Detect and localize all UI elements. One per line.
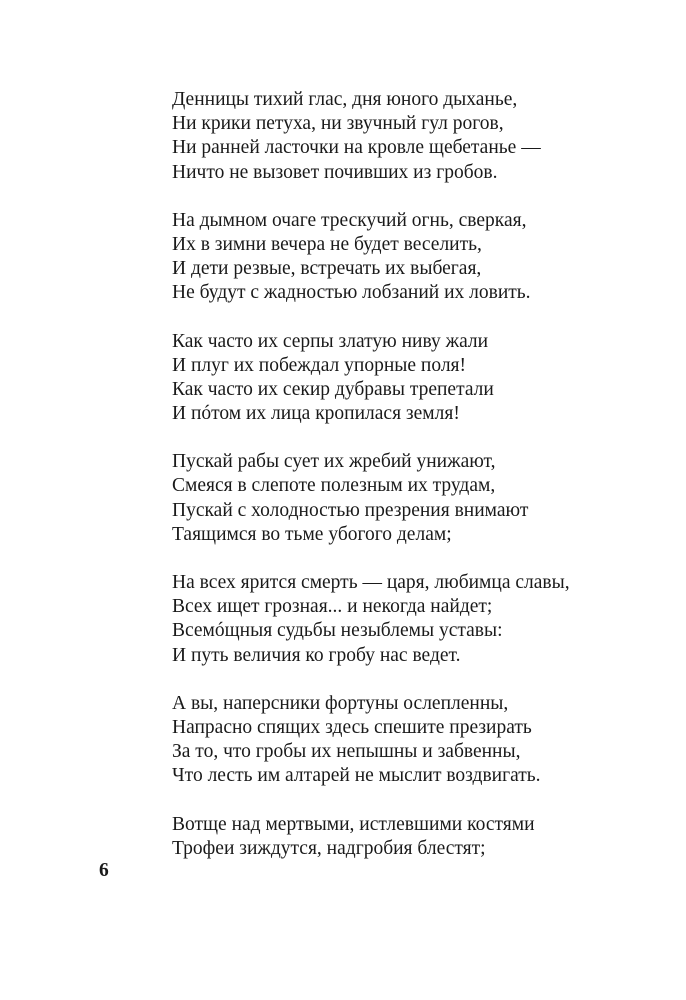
poem-line: Таящимся во тьме убогого делам;	[172, 523, 452, 545]
poem-line: И дети резвые, встречать их выбегая,	[172, 258, 482, 280]
poem-line: Всемóщныя судьбы незыблемы уставы:	[172, 620, 503, 642]
poem-line: На всех ярится смерть — царя, любимца славы,	[172, 572, 570, 593]
poem-line: Смеяся в слепоте полезным их трудам,	[172, 475, 496, 497]
stanza	[172, 692, 672, 789]
poem-line: Ничто не вызовет почивших из гробов.	[172, 161, 498, 183]
poem-line: Не будут с жадностью лобзаний их ловить.	[172, 282, 531, 304]
poem-line: Всех ищет грозная... и некогда найдет;	[172, 596, 493, 618]
poem-line: И пóтом их лица кропилася земля!	[172, 403, 460, 425]
poem-line: Их в зимни вечера не будет веселить,	[172, 233, 482, 255]
stanza	[172, 88, 672, 185]
poem-line: И путь величия ко гробу нас ведет.	[172, 644, 461, 666]
poem-text	[172, 88, 672, 885]
poem-line: Пускай с холодностью презрения внимают	[172, 499, 529, 521]
poem-line: А вы, наперсники фортуны ослепленны,	[172, 692, 509, 714]
poem-line: Как часто их серпы златую ниву жали	[172, 330, 489, 352]
poem-line: Что лесть им алтарей не мыслит воздвигать.	[172, 765, 541, 787]
stanza	[172, 813, 672, 861]
poem-line: Вотще над мертвыми, истлевшими костями	[172, 813, 535, 835]
stanza	[172, 209, 672, 306]
poem-line: Напрасно спящих здесь спешите презирать	[172, 716, 532, 738]
poem-line: Денницы тихий глас, дня юного дыханье,	[172, 89, 518, 110]
page-number: 6	[99, 860, 109, 881]
stanza	[172, 450, 672, 547]
poem-line: И плуг их побеждал упорные поля!	[172, 354, 467, 376]
poem-line: Пускай рабы сует их жребий унижают,	[172, 451, 496, 473]
poem-line: За то, что гробы их непышны и забвенны,	[172, 741, 521, 763]
stanza	[172, 330, 672, 427]
poem-line: Ни крики петуха, ни звучный гул рогов,	[172, 113, 504, 135]
poem-line: На дымном очаге трескучий огнь, сверкая,	[172, 209, 527, 231]
poem-line: Трофеи зиждутся, надгробия блестят;	[172, 837, 486, 859]
poem-line: Ни ранней ласточки на кровле щебетанье —	[172, 137, 541, 159]
stanza	[172, 571, 672, 668]
poem-line: Как часто их секир дубравы трепетали	[172, 378, 494, 400]
